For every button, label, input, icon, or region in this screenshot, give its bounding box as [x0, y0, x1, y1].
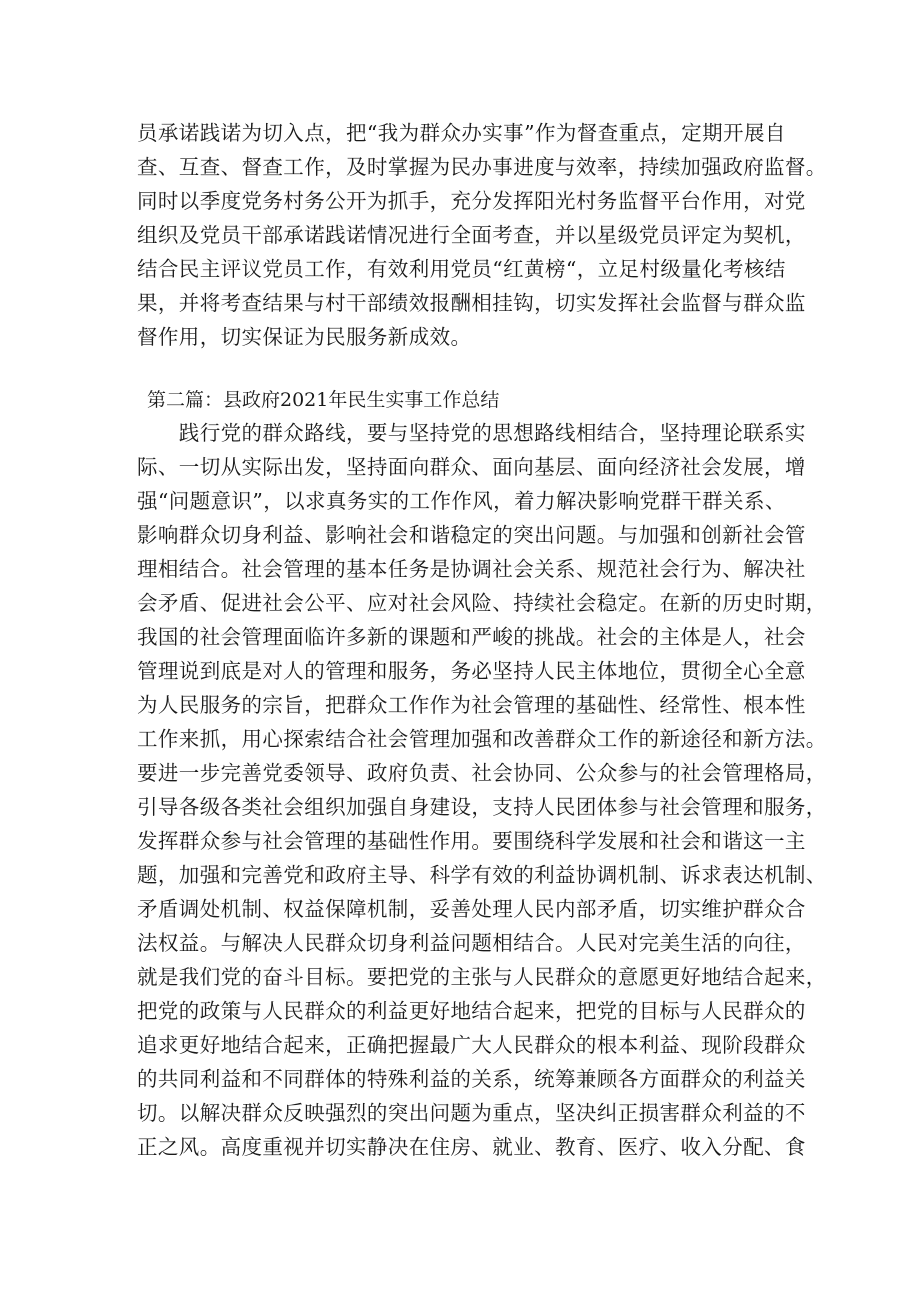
text-line: 会矛盾、促进社会公平、应对社会风险、持续社会稳定。在新的历史时期， — [137, 591, 827, 615]
text-line: 为人民服务的宗旨，把群众工作作为社会管理的基础性、经常性、根本性 — [137, 693, 806, 717]
paragraph-body — [137, 416, 827, 1164]
text-line: 我国的社会管理面临许多新的课题和严峻的挑战。社会的主体是人，社会 — [137, 625, 806, 649]
text-line: 查、互查、督查工作，及时掌握为民办事进度与效率，持续加强政府监督。 — [137, 155, 827, 179]
text-line: 矛盾调处机制、权益保障机制，妥善处理人民内部矛盾，切实维护群众合 — [137, 897, 806, 921]
section-heading-text: 第二篇：县政府2021年民生实事工作总结 — [147, 389, 500, 411]
text-line: 就是我们党的奋斗目标。要把党的主张与人民群众的意愿更好地结合起来， — [137, 965, 827, 989]
section-heading — [147, 383, 792, 417]
text-line: 切。以解决群众反映强烈的突出问题为重点，坚决纠正损害群众利益的不 — [137, 1101, 806, 1125]
text-line: 影响群众切身利益、影响社会和谐稳定的突出问题。与加强和创新社会管 — [137, 523, 806, 547]
text-line: 发挥群众参与社会管理的基础性作用。要围绕科学发展和社会和谐这一主 — [137, 829, 806, 853]
text-line: 引导各级各类社会组织加强自身建设，支持人民团体参与社会管理和服务， — [137, 795, 827, 819]
text-line: 要进一步完善党委领导、政府负责、社会协同、公众参与的社会管理格局， — [137, 761, 827, 785]
text-line: 同时以季度党务村务公开为抓手，充分发挥阳光村务监督平台作用，对党 — [137, 189, 806, 213]
text-line: 强“问题意识”，以求真务实的工作作风，着力解决影响党群干群关系、 — [137, 489, 786, 513]
text-line: 结合民主评议党员工作，有效利用党员“红黄榜“，立足村级量化考核结 — [137, 257, 786, 281]
text-line: 管理说到底是对人的管理和服务，务必坚持人民主体地位，贯彻全心全意 — [137, 659, 806, 683]
text-line: 践行党的群众路线，要与坚持党的思想路线相结合，坚持理论联系实 — [137, 421, 806, 445]
paragraph-continued — [137, 116, 827, 354]
text-line: 的共同利益和不同群体的特殊利益的关系，统筹兼顾各方面群众的利益关 — [137, 1067, 806, 1091]
text-line: 追求更好地结合起来，正确把握最广大人民群众的根本利益、现阶段群众 — [137, 1033, 806, 1057]
text-line: 组织及党员干部承诺践诺情况进行全面考查，并以星级党员评定为契机， — [137, 223, 806, 247]
text-line: 正之风。高度重视并切实静决在住房、就业、教育、医疗、收入分配、食 — [137, 1135, 806, 1159]
text-line: 法权益。与解决人民群众切身利益问题相结合。人民对完美生活的向往， — [137, 931, 806, 955]
text-line: 员承诺践诺为切入点，把“我为群众办实事”作为督查重点，定期开展自 — [137, 121, 786, 145]
text-line: 题，加强和完善党和政府主导、科学有效的利益协调机制、诉求表达机制、 — [137, 863, 827, 887]
text-line: 督作用，切实保证为民服务新成效。 — [137, 325, 472, 349]
text-line: 果，并将考查结果与村干部绩效报酬相挂钩，切实发挥社会监督与群众监 — [137, 291, 806, 315]
text-line: 际、一切从实际出发，坚持面向群众、面向基层、面向经济社会发展，增 — [137, 455, 806, 479]
text-line: 把党的政策与人民群众的利益更好地结合起来，把党的目标与人民群众的 — [137, 999, 806, 1023]
text-line: 理相结合。社会管理的基本任务是协调社会关系、规范社会行为、解决社 — [137, 557, 806, 581]
text-line: 工作来抓，用心探索结合社会管理加强和改善群众工作的新途径和新方法。 — [137, 727, 827, 751]
